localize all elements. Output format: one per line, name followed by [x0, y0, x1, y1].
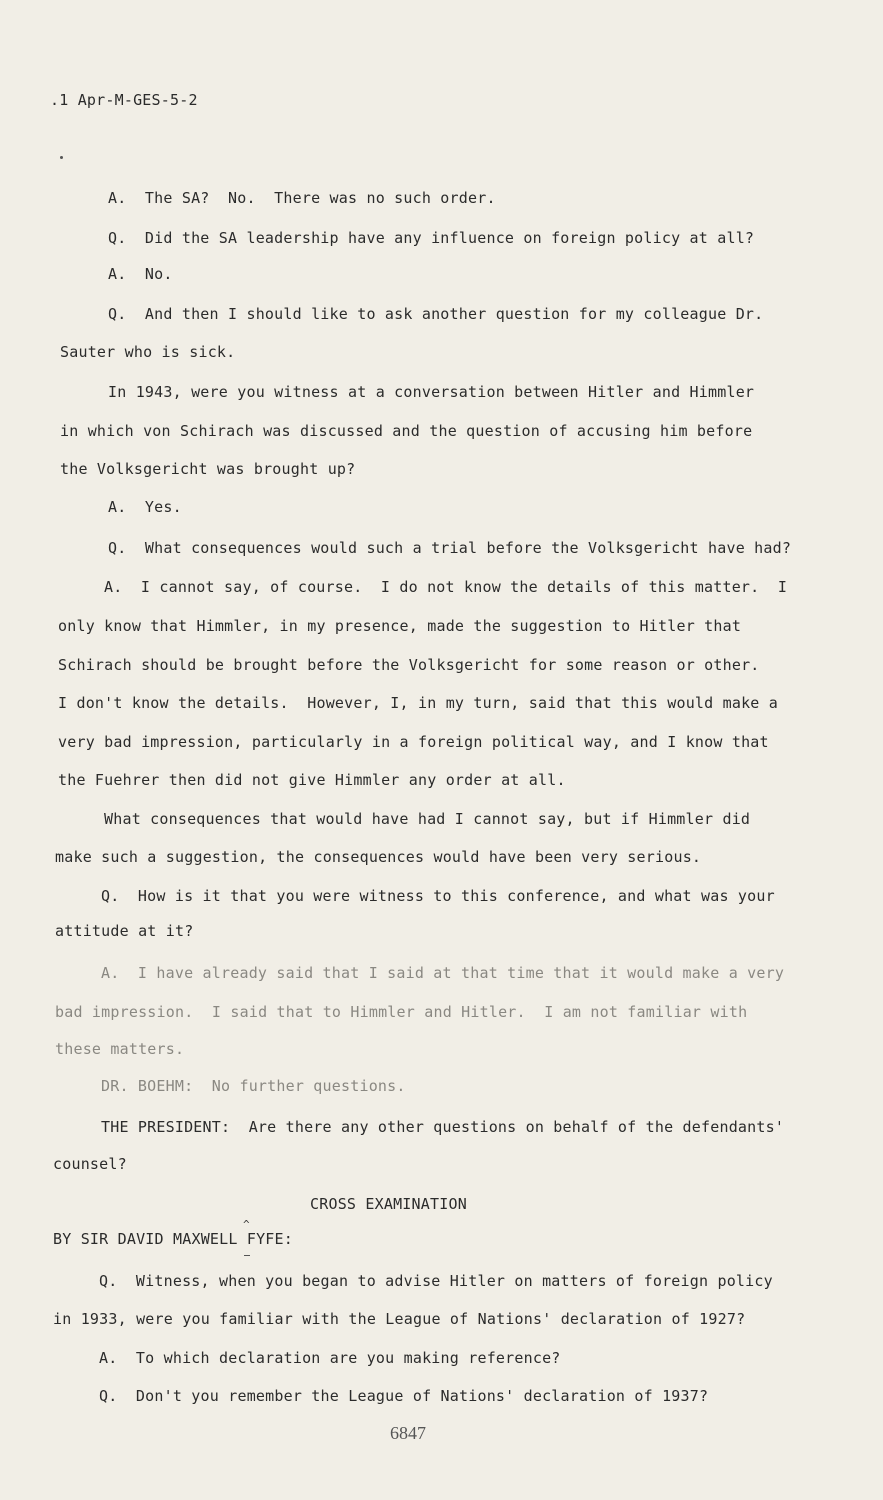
text-line: in 1933, were you familiar with the League of Nations' declaration of 1927? — [53, 1310, 746, 1328]
text-line: A. Yes. — [108, 498, 182, 516]
text-line: Q. What consequences would such a trial before the Volksgericht have had? — [108, 539, 792, 557]
text-line: bad impression. I said that to Himmler and Hitler. I am not familiar with — [55, 1003, 748, 1021]
text-line: in which von Schirach was discussed and the question of accusing him before — [60, 422, 753, 440]
speaker-line: THE PRESIDENT: Are there any other questions on behalf of the defendants' — [101, 1118, 785, 1136]
text-line: Q. Don't you remember the League of Nations' declaration of 1937? — [99, 1387, 709, 1405]
text-line: Q. And then I should like to ask another question for my colleague Dr. — [108, 305, 764, 323]
text-line: In 1943, were you witness at a conversation between Hitler and Himmler — [108, 383, 755, 401]
ink-speck — [60, 156, 63, 159]
correction-mark — [244, 1255, 250, 1256]
text-line: counsel? — [53, 1155, 127, 1173]
correction-caret: ^ — [243, 1218, 250, 1231]
section-heading: CROSS EXAMINATION — [310, 1195, 467, 1213]
text-line: A. I have already said that I said at that time that it would make a very — [101, 964, 785, 982]
text-line: Q. Did the SA leadership have any influence on foreign policy at all? — [108, 229, 755, 247]
text-line: make such a suggestion, the consequences would have been very serious. — [55, 848, 702, 866]
text-line: Schirach should be brought before the Volksgericht for some reason or other. — [58, 656, 760, 674]
speaker-line: DR. BOEHM: No further questions. — [101, 1077, 406, 1095]
text-line: I don't know the details. However, I, in my turn, said that this would make a — [58, 694, 778, 712]
text-line: these matters. — [55, 1040, 185, 1058]
page-number: 6847 — [390, 1423, 426, 1443]
text-line: A. To which declaration are you making reference? — [99, 1349, 561, 1367]
text-line: A. No. — [108, 265, 173, 283]
text-line: the Fuehrer then did not give Himmler any order at all. — [58, 771, 566, 789]
text-line: Q. How is it that you were witness to this conference, and what was your — [101, 887, 775, 905]
text-line: A. I cannot say, of course. I do not know the details of this matter. I — [104, 578, 788, 596]
text-line: only know that Himmler, in my presence, made the suggestion to Hitler that — [58, 617, 742, 635]
document-reference: .1 Apr-M-GES-5-2 — [50, 91, 198, 109]
examiner-line: BY SIR DAVID MAXWELL FYFE: — [53, 1230, 293, 1248]
text-line: attitude at it? — [55, 922, 194, 940]
text-line: the Volksgericht was brought up? — [60, 460, 356, 478]
text-line: Q. Witness, when you began to advise Hitler on matters of foreign policy — [99, 1272, 773, 1290]
text-line: What consequences that would have had I cannot say, but if Himmler did — [104, 810, 751, 828]
text-line: Sauter who is sick. — [60, 343, 236, 361]
text-line: A. The SA? No. There was no such order. — [108, 189, 496, 207]
text-line: very bad impression, particularly in a foreign political way, and I know that — [58, 733, 769, 751]
